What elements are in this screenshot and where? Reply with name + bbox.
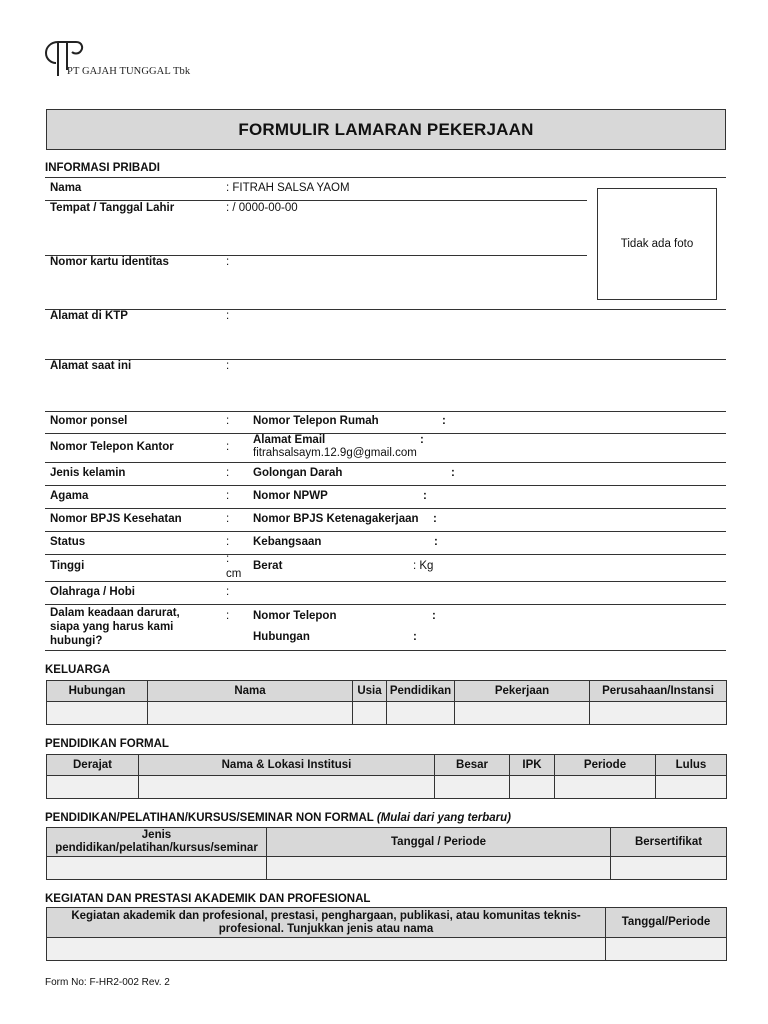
- table-row: [47, 938, 727, 961]
- divider: [45, 309, 726, 310]
- table-cell[interactable]: [606, 938, 727, 961]
- divider: [45, 581, 726, 582]
- company-name: PT GAJAH TUNGGAL Tbk: [67, 66, 191, 77]
- company-logo: [44, 40, 204, 80]
- formal-education-table: [46, 754, 727, 799]
- divider: [45, 462, 726, 463]
- table-cell[interactable]: [148, 702, 353, 725]
- table-row: [47, 857, 727, 880]
- formal-col-institution: Nama & Lokasi Institusi: [139, 755, 435, 776]
- activities-heading: KEGIATAN DAN PRESTASI AKADEMIK DAN PROFESIONAL: [45, 893, 371, 905]
- nonformal-col-type: Jenis pendidikan/pelatihan/kursus/seminar: [47, 828, 267, 857]
- family-col-company: Perusahaan/Instansi: [590, 681, 727, 702]
- id-card-label: Nomor kartu identitas: [50, 256, 169, 268]
- divider: [45, 200, 587, 201]
- weight-label: Berat: [253, 560, 283, 572]
- formal-col-graduated: Lulus: [656, 755, 727, 776]
- office-phone-label: Nomor Telepon Kantor: [50, 441, 174, 453]
- bpjs-health-label: Nomor BPJS Kesehatan: [50, 513, 182, 525]
- mobile-phone-value[interactable]: :: [226, 415, 230, 427]
- table-cell[interactable]: [611, 857, 727, 880]
- divider: [45, 485, 726, 486]
- table-cell[interactable]: [47, 938, 606, 961]
- formal-col-major: Besar: [435, 755, 510, 776]
- divider: [45, 433, 726, 434]
- name-value[interactable]: : FITRAH SALSA YAOM: [226, 182, 350, 194]
- divider: [45, 359, 726, 360]
- table-cell[interactable]: [455, 702, 590, 725]
- table-cell[interactable]: [555, 776, 656, 799]
- hobby-label: Olahraga / Hobi: [50, 586, 135, 598]
- formal-education-heading: PENDIDIKAN FORMAL: [45, 738, 169, 750]
- table-cell[interactable]: [387, 702, 455, 725]
- emergency-colon: :: [226, 610, 230, 622]
- photo-box[interactable]: [597, 188, 717, 300]
- blood-type-label: Golongan Darah: [253, 467, 343, 479]
- nationality-value[interactable]: :: [434, 536, 438, 548]
- family-col-relation: Hubungan: [47, 681, 148, 702]
- family-col-name: Nama: [148, 681, 353, 702]
- marital-status-value[interactable]: :: [226, 536, 230, 548]
- id-card-value[interactable]: :: [226, 256, 230, 268]
- bpjs-work-label: Nomor BPJS Ketenagakerjaan: [253, 513, 419, 525]
- emergency-label-line1: Dalam keadaan darurat,: [50, 607, 180, 619]
- emergency-phone-value[interactable]: :: [432, 610, 436, 622]
- nonformal-education-heading: [45, 812, 511, 824]
- ktp-address-value[interactable]: :: [226, 310, 230, 322]
- name-label: Nama: [50, 182, 82, 194]
- table-row: [47, 702, 727, 725]
- table-cell[interactable]: [139, 776, 435, 799]
- nonformal-education-table: [46, 827, 727, 880]
- formal-col-gpa: IPK: [510, 755, 555, 776]
- nonformal-heading-note: (Mulai dari yang terbaru): [376, 812, 511, 824]
- home-phone-label: Nomor Telepon Rumah: [253, 415, 379, 427]
- npwp-value[interactable]: :: [423, 490, 427, 502]
- activities-col-description: Kegiatan akademik dan profesional, prestasi, penghargaan, publikasi, atau komunitas teknis-profesional. Tunjukkan jenis atau nama: [47, 908, 606, 938]
- npwp-label: Nomor NPWP: [253, 490, 328, 502]
- table-cell[interactable]: [267, 857, 611, 880]
- table-cell[interactable]: [510, 776, 555, 799]
- home-phone-value[interactable]: :: [442, 415, 446, 427]
- bpjs-health-value[interactable]: :: [226, 513, 230, 525]
- divider: [45, 554, 726, 555]
- divider: [45, 411, 726, 412]
- email-value[interactable]: fitrahsalsaym.12.9g@gmail.com: [253, 447, 417, 459]
- hobby-value[interactable]: :: [226, 586, 230, 598]
- emergency-label-line3: hubungi?: [50, 635, 103, 647]
- religion-value[interactable]: :: [226, 490, 230, 502]
- formal-col-period: Periode: [555, 755, 656, 776]
- emergency-relation-label: Hubungan: [253, 631, 310, 643]
- gender-label: Jenis kelamin: [50, 467, 126, 479]
- current-address-value[interactable]: :: [226, 360, 230, 372]
- table-row: [47, 776, 727, 799]
- photo-placeholder: Tidak ada foto: [620, 238, 694, 250]
- divider: [45, 531, 726, 532]
- table-cell[interactable]: [47, 776, 139, 799]
- activities-table: [46, 907, 727, 961]
- nonformal-heading-text: PENDIDIKAN/PELATIHAN/KURSUS/SEMINAR NON FORMAL: [45, 812, 374, 824]
- current-address-label: Alamat saat ini: [50, 360, 132, 372]
- gender-value[interactable]: :: [226, 467, 230, 479]
- emergency-relation-value[interactable]: :: [413, 631, 417, 643]
- birth-label: Tempat / Tanggal Lahir: [50, 202, 175, 214]
- table-cell[interactable]: [47, 702, 148, 725]
- nationality-label: Kebangsaan: [253, 536, 322, 548]
- height-colon: :: [226, 553, 230, 565]
- form-title-box: [46, 109, 726, 150]
- divider: [45, 604, 726, 605]
- family-col-occupation: Pekerjaan: [455, 681, 590, 702]
- office-phone-value[interactable]: :: [226, 441, 230, 453]
- birth-value[interactable]: : / 0000-00-00: [226, 202, 298, 214]
- mobile-phone-label: Nomor ponsel: [50, 415, 128, 427]
- ktp-address-label: Alamat di KTP: [50, 310, 128, 322]
- family-heading: KELUARGA: [45, 664, 111, 676]
- email-label: Alamat Email: [253, 434, 326, 446]
- activities-col-period: Tanggal/Periode: [606, 908, 727, 938]
- blood-type-value[interactable]: :: [451, 467, 455, 479]
- weight-unit[interactable]: : Kg: [413, 560, 434, 572]
- table-cell[interactable]: [656, 776, 727, 799]
- divider: [45, 508, 726, 509]
- divider: [45, 650, 726, 651]
- emergency-label-line2: siapa yang harus kami: [50, 621, 174, 633]
- email-colon: :: [420, 434, 424, 446]
- emergency-phone-label: Nomor Telepon: [253, 610, 337, 622]
- form-number: Form No: F-HR2-002 Rev. 2: [45, 977, 170, 988]
- personal-info-heading: INFORMASI PRIBADI: [45, 162, 160, 174]
- religion-label: Agama: [50, 490, 89, 502]
- table-cell[interactable]: [590, 702, 727, 725]
- form-title: FORMULIR LAMARAN PEKERJAAN: [238, 119, 534, 139]
- family-col-education: Pendidikan: [387, 681, 455, 702]
- height-label: Tinggi: [50, 560, 85, 572]
- family-col-age: Usia: [353, 681, 387, 702]
- table-cell[interactable]: [47, 857, 267, 880]
- formal-col-degree: Derajat: [47, 755, 139, 776]
- nonformal-col-certified: Bersertifikat: [611, 828, 727, 857]
- nonformal-col-period: Tanggal / Periode: [267, 828, 611, 857]
- table-cell[interactable]: [353, 702, 387, 725]
- divider: [45, 177, 726, 178]
- bpjs-work-value[interactable]: :: [433, 513, 437, 525]
- marital-status-label: Status: [50, 536, 86, 548]
- table-cell[interactable]: [435, 776, 510, 799]
- height-unit[interactable]: cm: [226, 568, 242, 580]
- family-table: [46, 680, 727, 725]
